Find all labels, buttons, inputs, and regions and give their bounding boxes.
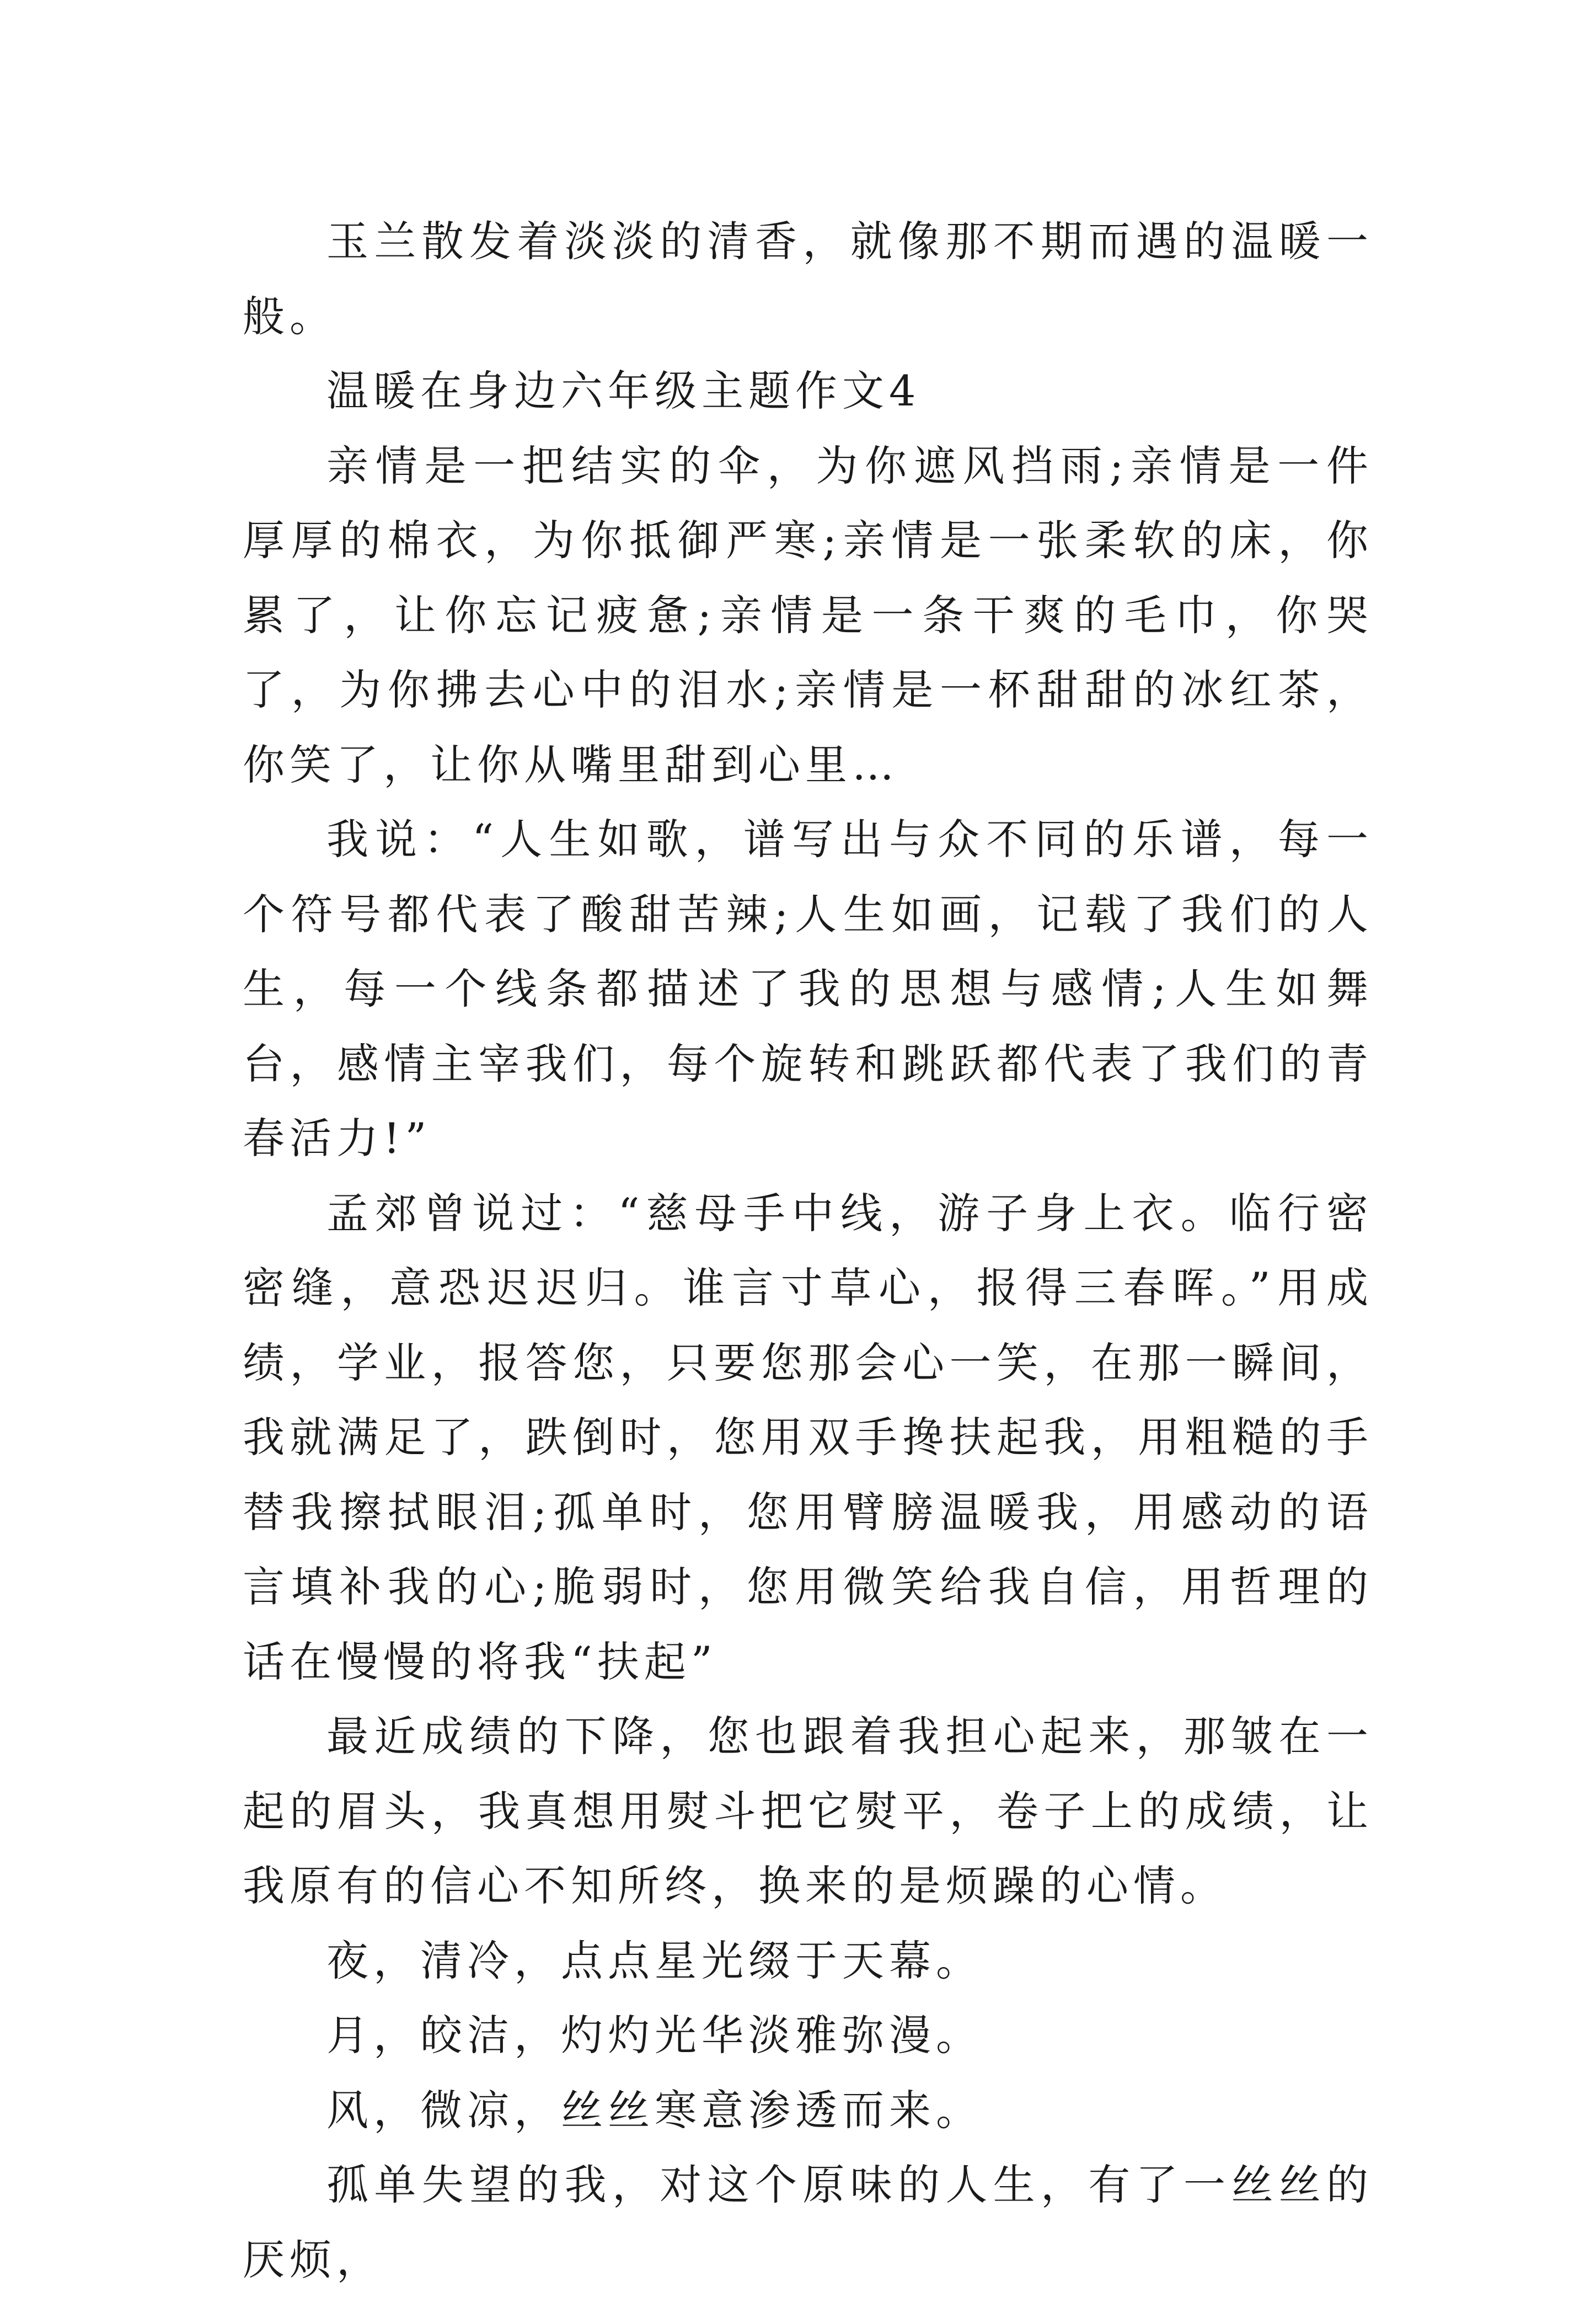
section-heading: 温暖在身边六年级主题作文4	[326, 366, 921, 415]
document-body	[243, 204, 1373, 2297]
paragraph-7: 月，皎洁，灼灼光华淡雅弥漫。	[326, 2011, 983, 2060]
paragraph-2: 亲情是一把结实的伞，为你遮风挡雨;亲情是一件厚厚的棉衣，为你抵御严寒;亲情是一张柔软的床，你累了，让你忘记疲惫;亲情是一条干爽的毛巾，你哭了，为你拂去心中的泪水;亲情是一杯甜甜的冰红茶，你笑了，让你从嘴里甜到心里…	[243, 441, 1373, 789]
paragraph-4: 孟郊曾说过：“慈母手中线，游子身上衣。临行密密缝，意恐迟迟归。谁言寸草心，报得三春晖。”用成绩，学业，报答您，只要您那会心一笑，在那一瞬间，我就满足了，跌倒时，您用双手搀扶起我，用粗糙的手替我擦拭眼泪;孤单时，您用臂膀温暖我，用感动的语言填补我的心;脆弱时，您用微笑给我自信，用哲理的话在慢慢的将我“扶起”	[243, 1188, 1373, 1686]
paragraph-3: 我说：“人生如歌，谱写出与众不同的乐谱，每一个符号都代表了酸甜苦辣;人生如画，记载了我们的人生，每一个线条都描述了我的思想与感情;人生如舞台，感情主宰我们，每个旋转和跳跃都代表了我们的青春活力!”	[243, 815, 1373, 1163]
paragraph-6: 夜，清冷，点点星光缀于天幕。	[326, 1936, 983, 1985]
paragraph-9: 孤单失望的我，对这个原味的人生，有了一丝丝的厌烦，	[243, 2160, 1373, 2284]
paragraph-8: 风，微凉，丝丝寒意渗透而来。	[326, 2085, 983, 2135]
paragraph-1: 玉兰散发着淡淡的清香，就像那不期而遇的温暖一般。	[243, 217, 1373, 341]
paragraph-5: 最近成绩的下降，您也跟着我担心起来，那皱在一起的眉头，我真想用熨斗把它熨平，卷子上的成绩，让我原有的信心不知所终，换来的是烦躁的心情。	[243, 1712, 1373, 1910]
